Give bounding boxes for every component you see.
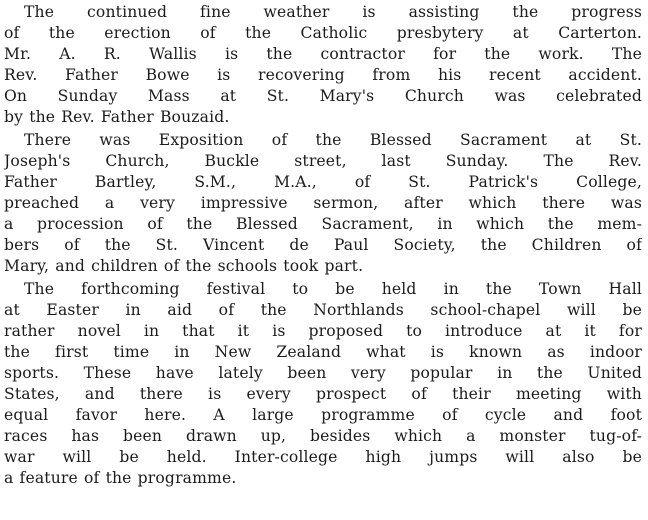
news-column	[4, 2, 642, 491]
text-line: a procession of the Blessed Sacrament, in which the mem-	[4, 215, 642, 233]
text-line: races has been drawn up, besides which a monster tug-of-	[4, 427, 642, 445]
paragraph-exposition	[4, 130, 642, 277]
text-line: rather novel in that it is proposed to introduce at it for	[4, 322, 642, 340]
text-line: the first time in New Zealand what is known as indoor	[4, 343, 642, 361]
text-line: by the Rev. Father Bouzaid.	[4, 108, 230, 126]
text-line: Father Bartley, S.M., M.A., of St. Patrick's College,	[4, 173, 642, 191]
paragraph-carterton	[4, 2, 642, 128]
text-line: States, and there is every prospect of their meeting with	[4, 385, 642, 403]
text-line: at Easter in aid of the Northlands school-chapel will be	[4, 301, 642, 319]
text-line: bers of the St. Vincent de Paul Society, the Children of	[4, 236, 642, 254]
paragraph-festival	[4, 279, 642, 489]
text-line: a feature of the programme.	[4, 469, 237, 487]
text-line: Mary, and children of the schools took part.	[4, 257, 364, 275]
text-line: There was Exposition of the Blessed Sacrament at St.	[24, 131, 642, 149]
text-line: sports. These have lately been very popular in the United	[4, 364, 642, 382]
text-line: On Sunday Mass at St. Mary's Church was celebrated	[4, 87, 642, 105]
text-line: Mr. A. R. Wallis is the contractor for the work. The	[4, 45, 642, 63]
text-line: of the erection of the Catholic presbytery at Carterton.	[4, 24, 642, 42]
text-line: The forthcoming festival to be held in the Town Hall	[24, 280, 642, 298]
text-line: The continued fine weather is assisting the progress	[24, 3, 642, 21]
text-line: Joseph's Church, Buckle street, last Sunday. The Rev.	[4, 152, 642, 170]
text-line: preached a very impressive sermon, after which there was	[4, 194, 642, 212]
text-line: equal favor here. A large programme of cycle and foot	[4, 406, 642, 424]
text-line: Rev. Father Bowe is recovering from his recent accident.	[4, 66, 642, 84]
text-line: war will be held. Inter-college high jumps will also be	[4, 448, 642, 466]
